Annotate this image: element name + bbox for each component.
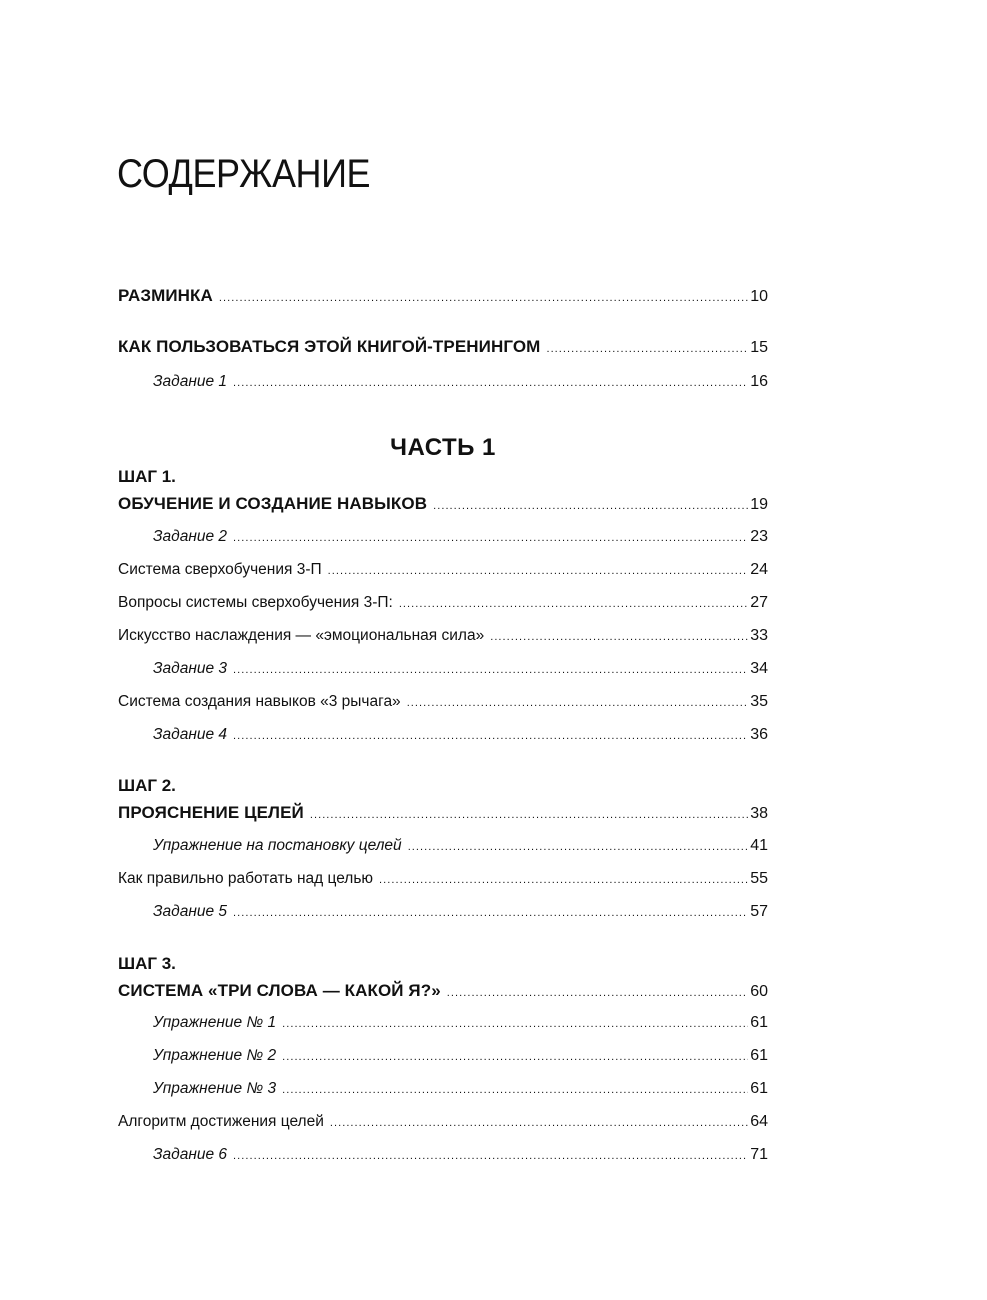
toc-page-number: 57: [750, 903, 768, 920]
toc-entry-label: СИСТЕМА «ТРИ СЛОВА — КАКОЙ Я?»: [118, 981, 441, 1000]
dot-leader: [490, 631, 748, 643]
toc-page-number: 61: [750, 1080, 768, 1097]
toc-page-number: 35: [750, 693, 768, 710]
dot-leader: [233, 377, 748, 389]
toc-entry-step1-heading[interactable]: [118, 494, 768, 514]
dot-leader: [399, 598, 748, 610]
toc-entry-label: Упражнение на постановку целей: [153, 837, 402, 854]
toc-page-number: 64: [750, 1113, 768, 1130]
toc-entry[interactable]: [118, 726, 768, 744]
toc-entry-how-to-use[interactable]: [118, 337, 768, 357]
toc-page-number: 61: [750, 1047, 768, 1064]
toc-entry-label: Система создания навыков «3 рычага»: [118, 693, 401, 710]
dot-leader: [379, 874, 748, 886]
toc-entry[interactable]: [118, 561, 768, 579]
toc-entry-label: Искусство наслаждения — «эмоциональная сила»: [118, 627, 485, 644]
toc-entry[interactable]: [118, 1080, 768, 1098]
toc-entry[interactable]: [118, 693, 768, 711]
dot-leader: [233, 1150, 748, 1162]
toc-entry-label: Задание 3: [153, 660, 228, 677]
toc-page-number: 10: [750, 288, 768, 305]
toc-entry-label: Алгоритм достижения целей: [118, 1113, 324, 1130]
toc-entry-label: Упражнение № 3: [153, 1080, 277, 1097]
toc-page-number: 24: [750, 561, 768, 578]
toc-entry-label: Упражнение № 1: [153, 1014, 277, 1031]
toc-entry-label: Задание 1: [153, 373, 228, 390]
toc-entry[interactable]: [118, 627, 768, 645]
toc-entry-label: ОБУЧЕНИЕ И СОЗДАНИЕ НАВЫКОВ: [118, 494, 428, 513]
toc-page-number: 38: [750, 805, 768, 822]
toc-entry[interactable]: [118, 660, 768, 678]
dot-leader: [447, 987, 748, 999]
dot-leader: [233, 730, 748, 742]
toc-page-number: 23: [750, 528, 768, 545]
dot-leader: [282, 1051, 748, 1063]
dot-leader: [282, 1084, 748, 1096]
toc-entry-label: Задание 4: [153, 726, 228, 743]
toc-entry[interactable]: [118, 1014, 768, 1032]
toc-page-number: 15: [750, 339, 768, 356]
toc-entry-label: Задание 5: [153, 903, 228, 920]
toc-page-number: 27: [750, 594, 768, 611]
toc-entry[interactable]: [118, 870, 768, 888]
toc-entry-label: ПРОЯСНЕНИЕ ЦЕЛЕЙ: [118, 803, 304, 822]
toc-entry-task-1[interactable]: [118, 373, 768, 391]
dot-leader: [330, 1117, 748, 1129]
toc-entry-label: Упражнение № 2: [153, 1047, 277, 1064]
toc-page-number: 41: [750, 837, 768, 854]
dot-leader: [310, 809, 748, 821]
toc-page-number: 34: [750, 660, 768, 677]
toc-entry[interactable]: [118, 903, 768, 921]
toc-entry[interactable]: [118, 594, 768, 612]
dot-leader: [282, 1018, 748, 1030]
toc-entry[interactable]: [118, 837, 768, 855]
page-title: СОДЕРЖАНИЕ: [117, 152, 371, 196]
step-label: ШАГ 2.: [118, 776, 176, 795]
toc-entry-label: КАК ПОЛЬЗОВАТЬСЯ ЭТОЙ КНИГОЙ-ТРЕНИНГОМ: [118, 337, 541, 356]
dot-leader: [328, 565, 749, 577]
dot-leader: [407, 697, 749, 709]
toc-page-number: 36: [750, 726, 768, 743]
toc-page-number: 61: [750, 1014, 768, 1031]
toc-page-number: 19: [750, 496, 768, 513]
toc-page-number: 60: [750, 983, 768, 1000]
toc-page-number: 33: [750, 627, 768, 644]
toc-entry[interactable]: [118, 528, 768, 546]
toc-page-number: 16: [750, 373, 768, 390]
toc-entry-label: Задание 2: [153, 528, 228, 545]
step-label: ШАГ 3.: [118, 954, 176, 973]
toc-entry-label: Как правильно работать над целью: [118, 870, 374, 887]
toc-entry[interactable]: [118, 1047, 768, 1065]
toc-page-number: 55: [750, 870, 768, 887]
toc-entry-label: Задание 6: [153, 1146, 228, 1163]
dot-leader: [233, 907, 748, 919]
toc-entry-label: Система сверхобучения 3-П: [118, 561, 322, 578]
dot-leader: [546, 343, 748, 355]
toc-entry-step2-heading[interactable]: [118, 803, 768, 823]
dot-leader: [233, 532, 748, 544]
toc-entry-razminka[interactable]: [118, 286, 768, 306]
dot-leader: [233, 664, 748, 676]
toc-entry[interactable]: [118, 1113, 768, 1131]
step-label: ШАГ 1.: [118, 467, 176, 486]
toc-entry[interactable]: [118, 1146, 768, 1164]
toc-entry-label: РАЗМИНКА: [118, 286, 213, 305]
toc-page-number: 71: [750, 1146, 768, 1163]
dot-leader: [219, 292, 748, 304]
dot-leader: [433, 500, 748, 512]
dot-leader: [408, 841, 749, 853]
toc-entry-label: Вопросы системы сверхобучения 3-П:: [118, 594, 393, 611]
toc-entry-step3-heading[interactable]: [118, 981, 768, 1001]
part-title: ЧАСТЬ 1: [390, 434, 496, 461]
